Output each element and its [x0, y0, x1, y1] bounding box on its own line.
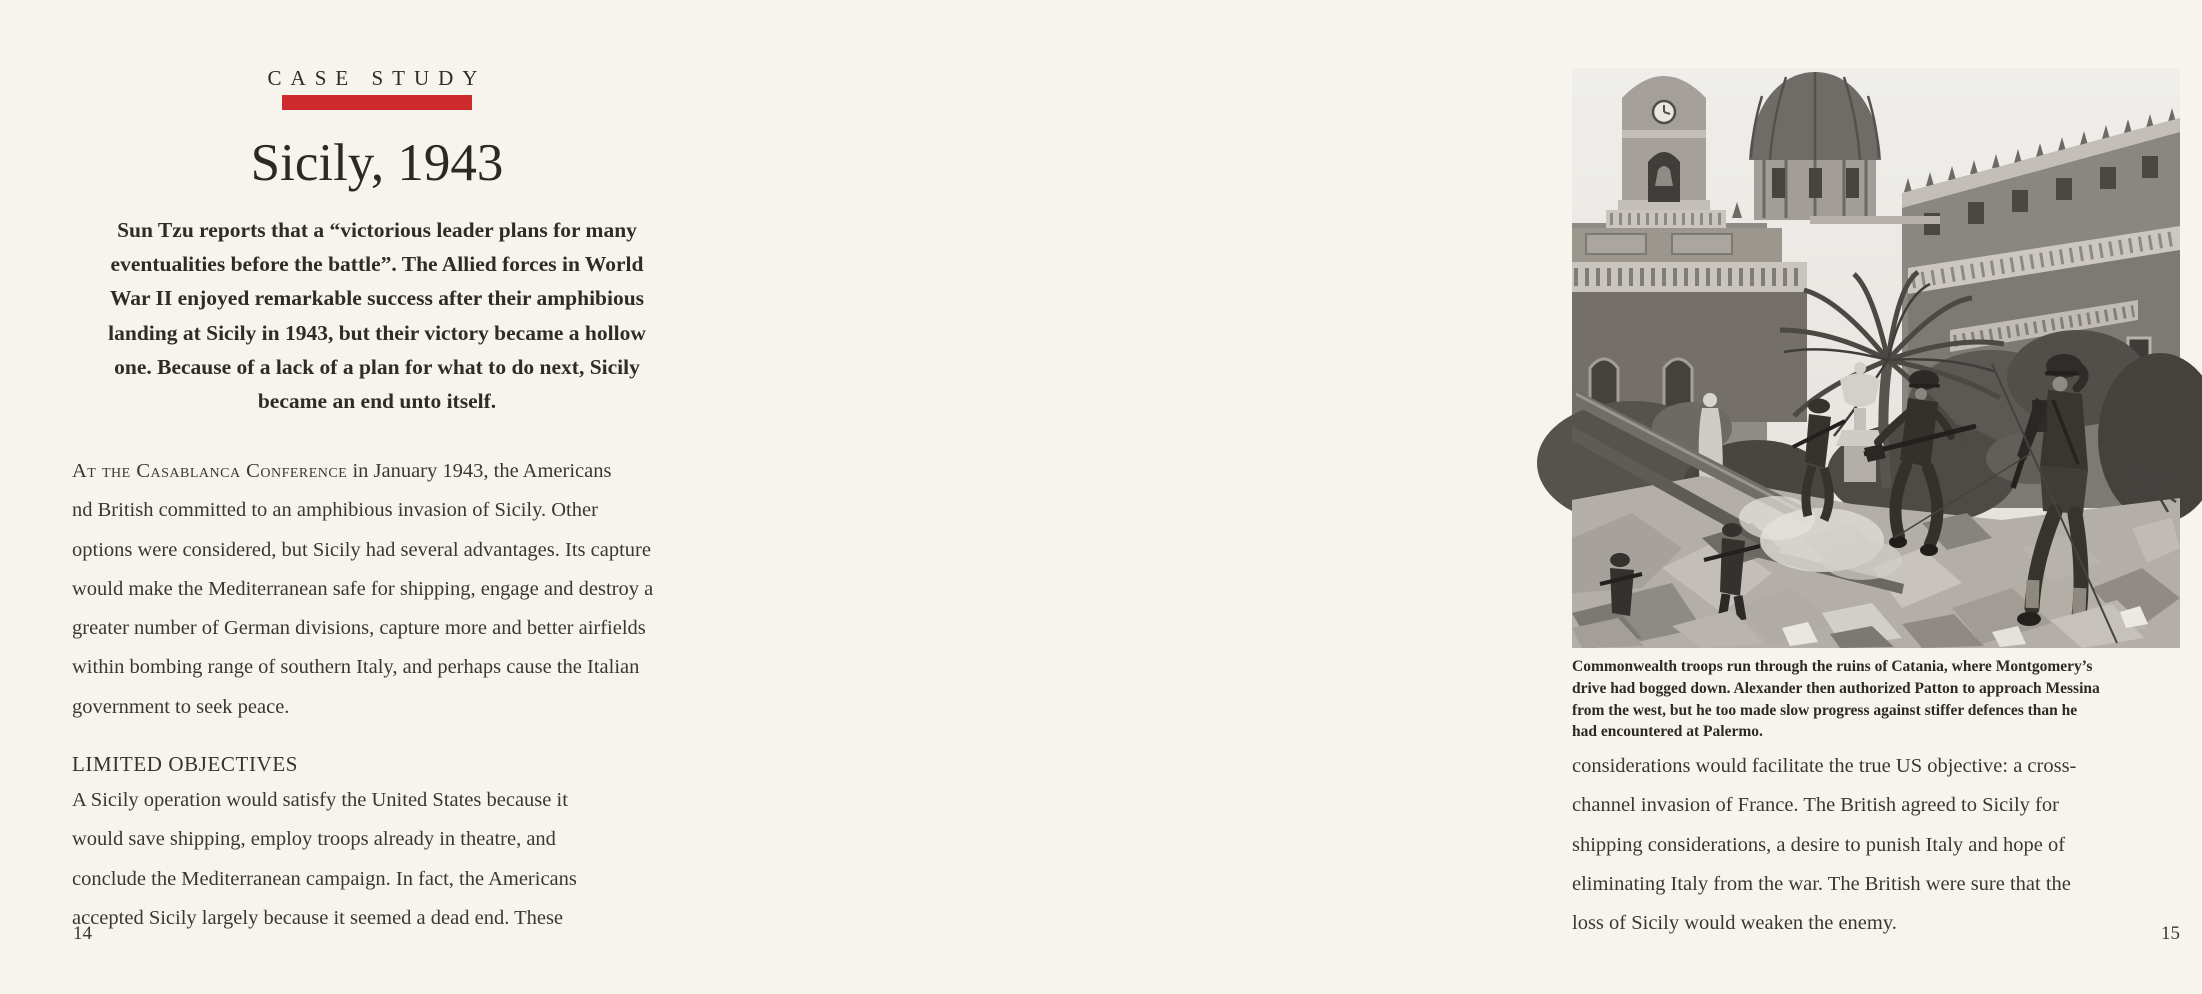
intro-line: War II enjoyed remarkable success after their amphibious	[109, 286, 645, 311]
intro-line: one. Because of a lack of a plan for what to do next, Sicily	[114, 354, 640, 379]
body-paragraph-3	[1572, 747, 2202, 943]
photo-caption	[1572, 656, 2188, 743]
caption-line: Commonwealth troops run through the ruins of Catania, where Montgomery’s	[1572, 658, 2093, 675]
text-line: channel invasion of France. The British agreed to Sicily for	[1572, 794, 2059, 817]
text-line: options were considered, but Sicily had several advantages. Its capture	[72, 538, 651, 561]
catania-ruins-photo	[1572, 68, 2180, 648]
intro-line: landing at Sicily in 1943, but their victory became a hollow	[108, 320, 646, 345]
left-page	[0, 0, 750, 994]
body-paragraph-1-lines	[72, 491, 712, 727]
small-caps-lead: At the Casablanca Conference	[72, 460, 348, 482]
page-number-left: 14	[73, 923, 92, 944]
intro-line: Sun Tzu reports that a “victorious leader plans for many	[117, 218, 637, 242]
text-line	[72, 452, 712, 491]
page-number-right: 15	[2161, 923, 2180, 944]
text-line: nd British committed to an amphibious invasion of Sicily. Other	[72, 499, 598, 522]
text-line: eliminating Italy from the war. The British were sure that the	[1572, 872, 2071, 895]
caption-line: drive had bogged down. Alexander then authorized Patton to approach Messina	[1572, 679, 2100, 697]
text-line: would save shipping, employ troops already in theatre, and	[72, 828, 556, 851]
right-page	[750, 0, 2180, 994]
red-rule	[282, 95, 472, 110]
intro-line: eventualities before the battle”. The Allied forces in World	[110, 252, 644, 277]
text-line: within bombing range of southern Italy, and perhaps cause the Italian	[72, 656, 640, 679]
photo-illustration	[1572, 68, 2180, 648]
text-line: would make the Mediterranean safe for shipping, engage and destroy a	[72, 577, 654, 600]
intro-paragraph	[52, 213, 702, 418]
text-line: greater number of German divisions, capture more and better airfields	[72, 617, 646, 640]
kicker-case-study: CASE STUDY	[267, 66, 487, 90]
text-line: shipping considerations, a desire to punish Italy and hope of	[1572, 833, 2066, 856]
text-line: accepted Sicily largely because it seemed a dead end. These	[72, 906, 564, 929]
caption-line: had encountered at Palermo.	[1572, 723, 1763, 741]
text-line: conclude the Mediterranean campaign. In fact, the Americans	[72, 867, 577, 890]
page-title: Sicily, 1943	[250, 134, 504, 192]
section-heading: LIMITED OBJECTIVES	[72, 752, 299, 776]
body-paragraph-1	[72, 452, 712, 727]
lead-rest: in January 1943, the Americans	[347, 460, 612, 482]
body-paragraph-2	[72, 781, 712, 938]
caption-line: from the west, but he too made slow progress against stiffer defences than he	[1572, 701, 2078, 719]
intro-line: became an end unto itself.	[257, 389, 497, 414]
text-line: considerations would facilitate the true US objective: a cross-	[1572, 755, 2077, 777]
text-line: A Sicily operation would satisfy the United States because it	[72, 789, 568, 811]
text-line: government to seek peace.	[72, 695, 290, 718]
text-line: loss of Sicily would weaken the enemy.	[1572, 912, 1897, 935]
